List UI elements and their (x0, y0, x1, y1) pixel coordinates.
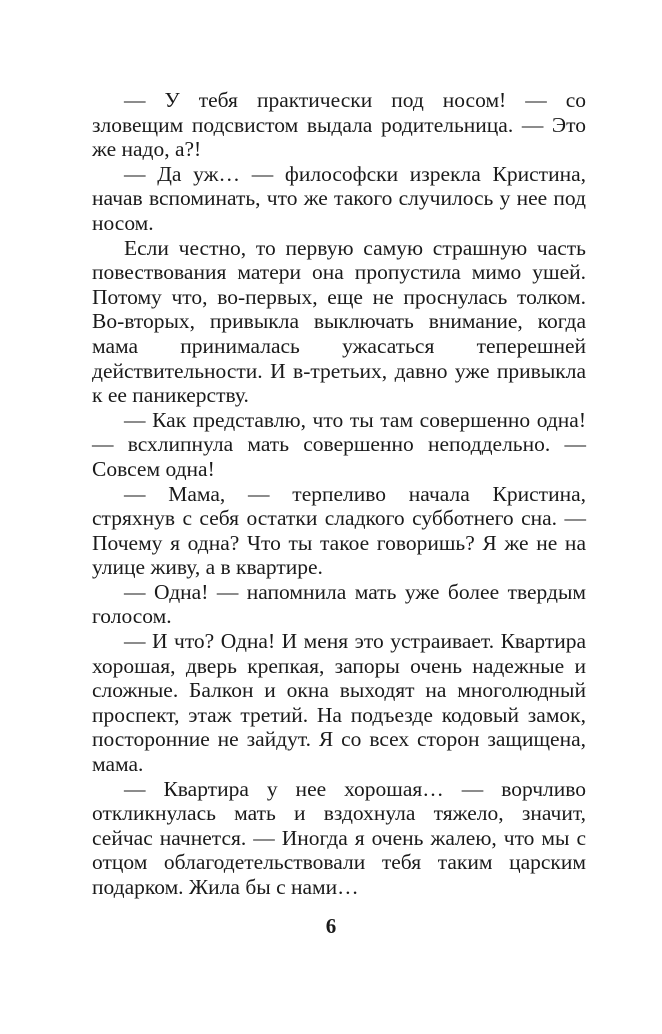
paragraph-7: — И что? Одна! И меня это устраивает. Квартира хорошая, дверь крепкая, запоры очень надежные и сложные. Балкон и окна выходят на многолюдный проспект, этаж третий. На подъезде кодовый замок, посторонние не зайдут. Я со всех сторон защищена, мама. (92, 629, 586, 777)
paragraph-5: — Мама, — терпеливо начала Кристина, стряхнув с себя остатки сладкого субботнего сна. — Почему я одна? Что ты такое говоришь? Я же не на улице живу, а в квартире. (92, 481, 586, 580)
body-text (92, 88, 586, 900)
paragraph-2: — Да уж… — философски изрекла Кристина, начав вспоминать, что же такого случилось у нее под носом. (92, 161, 586, 235)
page-number: 6 (325, 914, 337, 938)
paragraph-6: — Одна! — напомнила мать уже более твердым голосом. (92, 579, 586, 629)
paragraph-8: — Квартира у нее хорошая… — ворчливо откликнулась мать и вздохнула тяжело, значит, сейчас начнется. — Иногда я очень жалею, что мы с отцом облагодетельствовали тебя таким царским подарком. Жила бы с нами… (92, 776, 586, 899)
paragraph-4: — Как представлю, что ты там совершенно одна! — всхлипнула мать совершенно неподдельно. — Совсем одна! (92, 407, 586, 481)
paragraph-1: — У тебя практически под носом! — со зловещим подсвистом выдала родительница. — Это же надо, а?! (92, 88, 586, 162)
paragraph-3: Если честно, то первую самую страшную часть повествования матери она пропустила мимо ушей. Потому что, во-первых, еще не проснулась толком. Во-вторых, привыкла выключать внимание, когда мама принималась ужасаться теперешней действительности. И в-третьих, давно уже привыкла к ее паникерству. (92, 235, 586, 408)
